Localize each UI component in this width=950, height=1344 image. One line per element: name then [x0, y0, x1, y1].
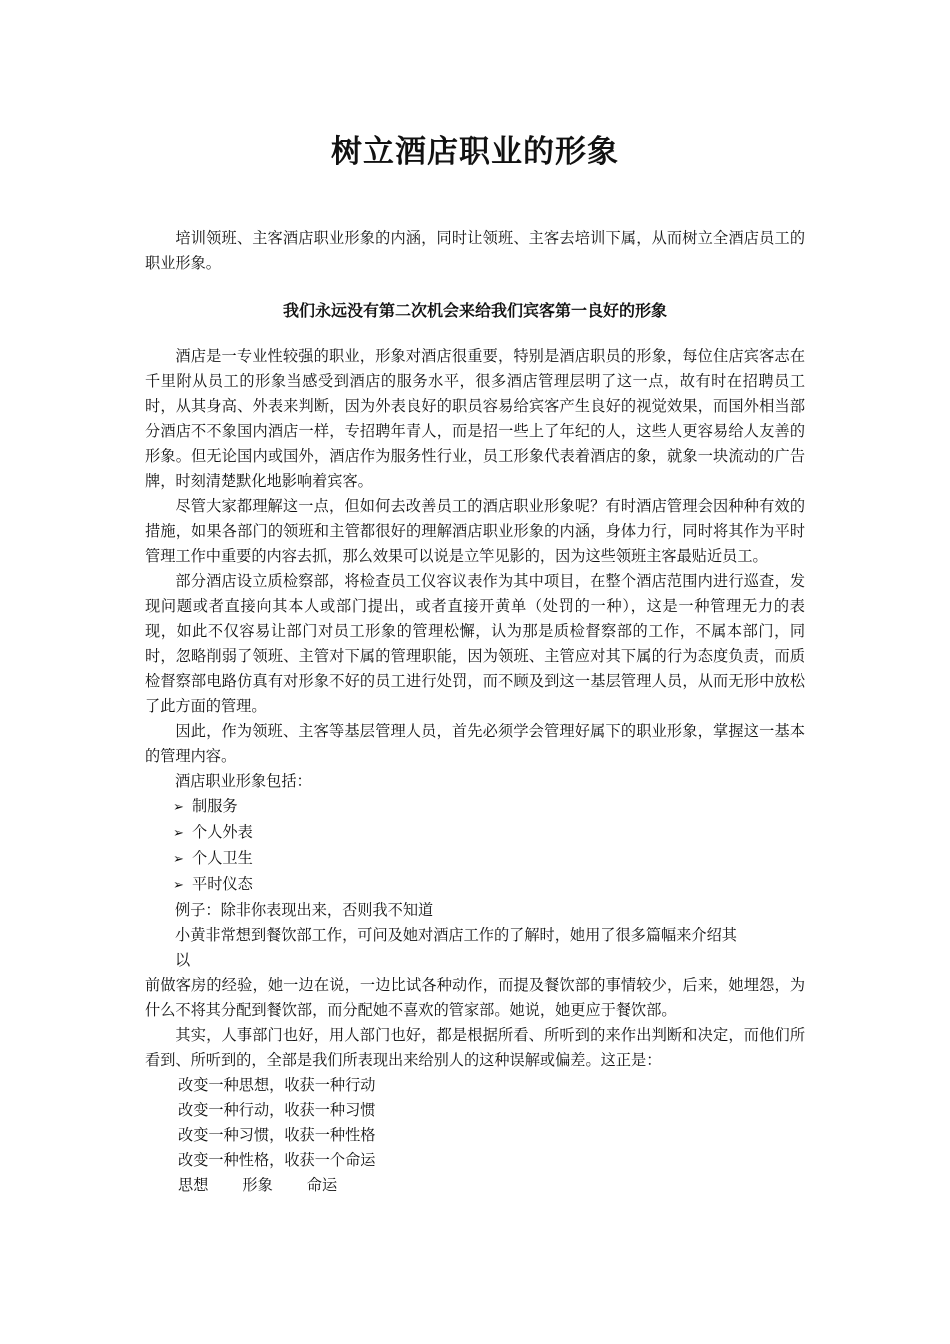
- arrow-bullet-icon: ➢: [173, 852, 184, 867]
- arrow-bullet-icon: ➢: [173, 800, 184, 815]
- paragraph-4: 因此，作为领班、主客等基层管理人员，首先必须学会管理好属下的职业形象，掌握这一基本的管理内容。: [145, 722, 805, 765]
- paragraph-2: 尽管大家都理解这一点，但如何去改善员工的酒店职业形象呢？有时酒店管理会因种种有效的措施，如果各部门的领班和主管都很好的理解酒店职业形象的内涵，身体力行，同时将其作为平时管理工作中重要的内容去抓，那么效果可以说是立竿见影的，因为这些领班主客最贴近员工。: [145, 497, 805, 565]
- triad-image: 形象: [242, 1176, 273, 1194]
- triad-destiny: 命运: [306, 1176, 338, 1194]
- list-item: ➢ 平时仪态: [145, 872, 805, 898]
- intro-paragraph: 培训领班、主客酒店职业形象的内涵，同时让领班、主客去培训下属，从而树立全酒店员工的职业形象。: [145, 229, 805, 272]
- conclusion-paragraph: 其实，人事部门也好，用人部门也好，都是根据所看、所听到的来作出判断和决定，而他们所看到、所听到的，全部是我们所表现出来给别人的这种误解或偏差。这正是：: [145, 1026, 805, 1069]
- saying-3: 改变一种习惯，收获一种性格: [178, 1126, 376, 1144]
- saying-4: 改变一种性格，收获一个命运: [178, 1151, 376, 1169]
- document-title: 树立酒店职业的形象: [331, 134, 619, 170]
- saying-2: 改变一种行动，收获一种习惯: [178, 1101, 376, 1119]
- triad-line: [145, 1173, 805, 1198]
- example-continuation: 前做客房的经验，她一边在说，一边比试各种动作，而提及餐饮部的事情较少，后来，她埋怨，为什么不将其分配到餐饮部，而分配她不喜欢的管家部。她说，她更应于餐饮部。: [145, 976, 805, 1019]
- list-item: ➢ 个人卫生: [145, 846, 805, 872]
- section-heading: 我们永远没有第二次机会来给我们宾客第一良好的形象: [282, 301, 667, 320]
- example-line-2: 以: [175, 951, 191, 969]
- arrow-bullet-icon: ➢: [173, 878, 184, 893]
- paragraph-3: 部分酒店设立质检察部，将检查员工仪容议表作为其中项目，在整个酒店范围内进行巡查，发现问题或者直接向其本人或部门提出，或者直接开黄单（处罚的一种），这是一种管理无力的表现，如此不仅容易让部门对员工形象的管理松懈，认为那是质检督察部的工作，不属本部门，同时，忽略削弱了领班、主管对下属的管理职能，因为领班、主管应对其下属的行为态度负责，而质检督察部电路仿真有对形象不好的员工进行处罚，而不顾及到这一基层管理人员，从而无形中放松了此方面的管理。: [145, 572, 805, 715]
- document-body: [145, 226, 805, 1198]
- list-item: ➢ 个人外表: [145, 820, 805, 846]
- example-line-1: 小黄非常想到餐饮部工作，可问及她对酒店工作的了解时，她用了很多篇幅来介绍其: [175, 926, 737, 944]
- example-heading: 例子：除非你表现出来，否则我不知道: [175, 901, 434, 919]
- list-intro: 酒店职业形象包括：: [175, 772, 312, 790]
- saying-1: 改变一种思想，收获一种行动: [178, 1076, 376, 1094]
- triad-thought: 思想: [178, 1176, 209, 1194]
- paragraph-1: 酒店是一专业性较强的职业，形象对酒店很重要，特别是酒店职员的形象，每位住店宾客志在千里附从员工的形象当感受到酒店的服务水平，很多酒店管理层明了这一点，故有时在招聘员工时，从其身高、外表来判断，因为外表良好的职员容易给宾客产生良好的视觉效果，而国外相当部分酒店不不象国内酒店一样，专招聘年青人，而是招一些上了年纪的人，这些人更容易给人友善的形象。但无论国内或国外，酒店作为服务性行业，员工形象代表着酒店的象，就象一块流动的广告牌，时刻清楚默化地影响着宾客。: [145, 347, 805, 490]
- list-item: ➢ 制服务: [145, 794, 805, 820]
- arrow-bullet-icon: ➢: [173, 826, 184, 841]
